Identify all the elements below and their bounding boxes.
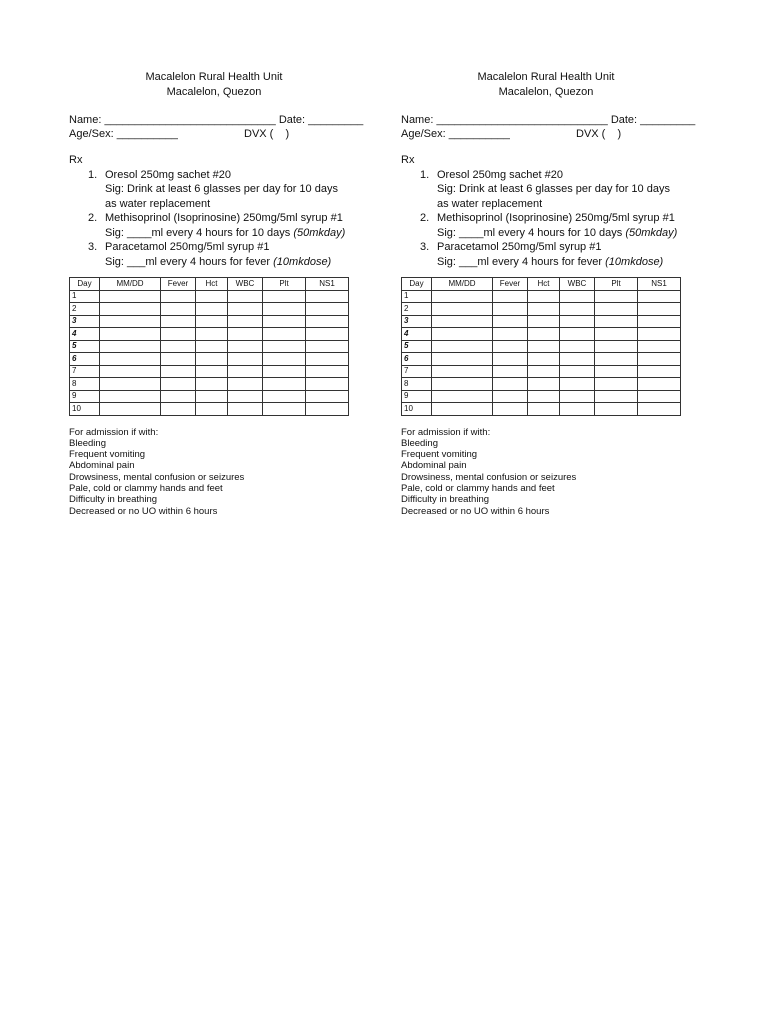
- col-wbc: WBC: [560, 278, 595, 291]
- rx-sig: Sig: ____ml every 4 hours for 10 days (50mkday): [437, 226, 678, 239]
- prescription: [69, 153, 359, 269]
- table-row: 8: [70, 378, 349, 391]
- rx-sig: Sig: ___ml every 4 hours for fever (10mkdose): [105, 255, 332, 268]
- admission-criteria: [401, 427, 691, 517]
- table-row: 2: [402, 303, 681, 316]
- rx-item: 3. Paracetamol 250mg/5ml syrup #1: [88, 241, 270, 253]
- col-wbc: WBC: [228, 278, 263, 291]
- rx-form-left: [69, 70, 364, 517]
- col-day: Day: [70, 278, 100, 291]
- clinic-header: [401, 70, 691, 100]
- admission-title: For admission if with:: [69, 426, 159, 438]
- date-field[interactable]: Date: _________: [610, 114, 696, 126]
- rx-sig: Sig: ____ml every 4 hours for 10 days (50mkday): [105, 226, 346, 239]
- rx-item: 2. Methisoprinol (Isoprinosine) 250mg/5ml syrup #1: [88, 212, 343, 224]
- table-row: 7: [402, 365, 681, 378]
- col-hct: Hct: [528, 278, 560, 291]
- admission-item: Bleeding: [69, 437, 106, 449]
- dvx-field[interactable]: DVX ( ): [244, 128, 290, 140]
- admission-criteria: [69, 427, 359, 517]
- table-row: 3: [402, 315, 681, 328]
- admission-item: Drowsiness, mental confusion or seizures: [69, 471, 245, 483]
- rx-sig: Sig: Drink at least 6 glasses per day for 10 days: [105, 183, 338, 195]
- table-row: 2: [70, 303, 349, 316]
- table-row: 1: [70, 290, 349, 303]
- admission-item: Bleeding: [401, 437, 438, 449]
- table-row: 6: [70, 353, 349, 366]
- age-dvx-line: [401, 127, 691, 141]
- prescription: [401, 153, 691, 269]
- table-row: 5: [402, 340, 681, 353]
- age-dvx-line: [69, 127, 359, 141]
- monitoring-table: [69, 277, 349, 416]
- rx-item: 1. Oresol 250mg sachet #20: [420, 168, 563, 181]
- table-row: 10: [70, 403, 349, 416]
- table-row: 3: [70, 315, 349, 328]
- rx-item: 1. Oresol 250mg sachet #20: [88, 168, 231, 181]
- admission-item: Frequent vomiting: [69, 449, 146, 461]
- admission-item: Drowsiness, mental confusion or seizures: [401, 471, 577, 483]
- col-hct: Hct: [196, 278, 228, 291]
- table-row: 6: [402, 353, 681, 366]
- col-date: MM/DD: [432, 278, 493, 291]
- clinic-name: Macalelon Rural Health Unit: [145, 71, 283, 83]
- table-row: 8: [402, 378, 681, 391]
- clinic-place: Macalelon, Quezon: [166, 86, 262, 98]
- col-day: Day: [402, 278, 432, 291]
- rx-form-right: [401, 70, 696, 517]
- dvx-field[interactable]: DVX ( ): [576, 128, 622, 140]
- rx-item: 2. Methisoprinol (Isoprinosine) 250mg/5ml syrup #1: [420, 212, 675, 224]
- rx-label: Rx: [401, 154, 415, 166]
- age-sex-field[interactable]: Age/Sex: __________: [401, 128, 510, 140]
- rx-sig: as water replacement: [437, 197, 543, 210]
- table-row: 7: [70, 365, 349, 378]
- col-plt: Plt: [263, 278, 306, 291]
- name-date-line: [69, 113, 364, 127]
- table-row: 10: [402, 403, 681, 416]
- age-sex-field[interactable]: Age/Sex: __________: [69, 128, 178, 140]
- admission-item: Pale, cold or clammy hands and feet: [401, 482, 555, 494]
- rx-item: 3. Paracetamol 250mg/5ml syrup #1: [420, 241, 602, 253]
- col-ns1: NS1: [638, 278, 681, 291]
- rx-sig: as water replacement: [105, 197, 211, 210]
- date-field[interactable]: Date: _________: [278, 114, 364, 126]
- clinic-place: Macalelon, Quezon: [498, 86, 594, 98]
- table-row: 9: [70, 390, 349, 403]
- admission-item: Difficulty in breathing: [69, 494, 158, 506]
- rx-sig: Sig: Drink at least 6 glasses per day for 10 days: [437, 183, 670, 195]
- col-plt: Plt: [595, 278, 638, 291]
- rx-sig: Sig: ___ml every 4 hours for fever (10mkdose): [437, 255, 664, 268]
- rx-label: Rx: [69, 154, 83, 166]
- monitoring-table: [401, 277, 681, 416]
- col-fever: Fever: [161, 278, 196, 291]
- clinic-header: [69, 70, 359, 100]
- admission-item: Frequent vomiting: [401, 449, 478, 461]
- col-date: MM/DD: [100, 278, 161, 291]
- admission-item: Abdominal pain: [69, 460, 135, 472]
- admission-item: Decreased or no UO within 6 hours: [69, 505, 218, 517]
- col-ns1: NS1: [306, 278, 349, 291]
- col-fever: Fever: [493, 278, 528, 291]
- admission-item: Difficulty in breathing: [401, 494, 490, 506]
- table-row: 1: [402, 290, 681, 303]
- clinic-name: Macalelon Rural Health Unit: [477, 71, 615, 83]
- admission-item: Decreased or no UO within 6 hours: [401, 505, 550, 517]
- table-row: 9: [402, 390, 681, 403]
- table-row: 4: [402, 328, 681, 341]
- admission-title: For admission if with:: [401, 426, 491, 438]
- admission-item: Pale, cold or clammy hands and feet: [69, 482, 223, 494]
- table-row: 5: [70, 340, 349, 353]
- admission-item: Abdominal pain: [401, 460, 467, 472]
- name-field[interactable]: Name: ____________________________: [401, 114, 608, 126]
- name-field[interactable]: Name: ____________________________: [69, 114, 276, 126]
- table-row: 4: [70, 328, 349, 341]
- name-date-line: [401, 113, 696, 127]
